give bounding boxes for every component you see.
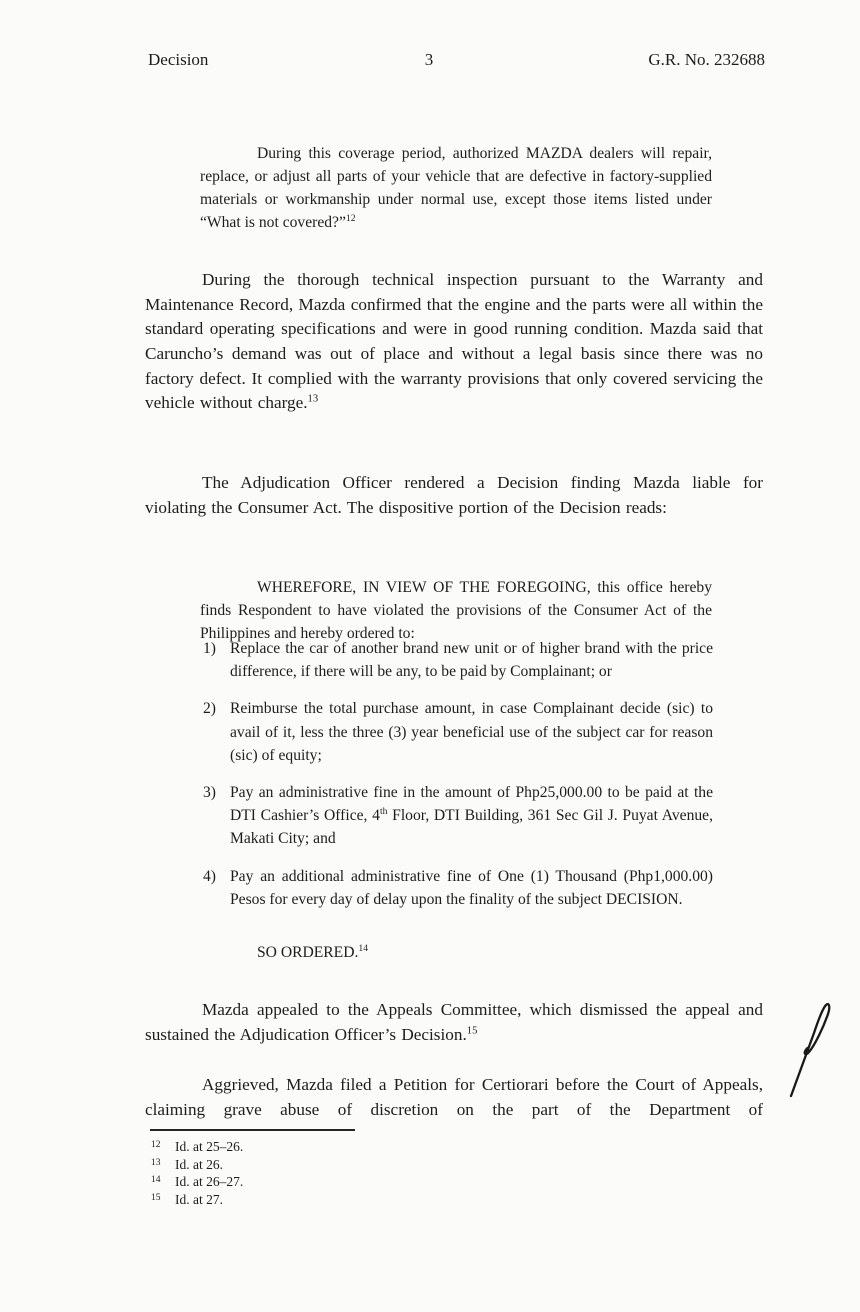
order-item-2 (203, 697, 713, 767)
footnote-12-ref: 12 (151, 1140, 161, 1150)
para-petition-certiorari (145, 1073, 763, 1122)
order-item-1-text: Replace the car of another brand new unit or of higher brand with the price difference, if there will be any, to be paid by Complainant; or (230, 640, 713, 681)
order-item-2-number: 2) (203, 700, 216, 718)
para-technical-inspection (145, 268, 763, 416)
order-item-3-text-after: Floor, DTI Building, 361 Sec Gil J. Puyat Avenue, Makati City; and (230, 807, 713, 848)
order-item-3-text-before: Pay an administrative fine in the amount of Php25,000.00 to be paid at the DTI Cashier’s Office, 4 (230, 784, 713, 825)
footnote-12 (151, 1138, 551, 1156)
quote-wherefore (200, 576, 712, 646)
quote-wherefore-text: WHEREFORE, IN VIEW OF THE FOREGOING, this office hereby finds Respondent to have violated the provisions of the Consumer Act of the Philippines and hereby ordered to: (200, 578, 712, 642)
footnote-ref-13: 13 (307, 393, 319, 405)
dispositive-order-list (203, 637, 713, 925)
footnote-15-ref: 15 (151, 1192, 161, 1203)
footnote-15-text: Id. at 27. (175, 1191, 223, 1207)
order-item-4 (203, 865, 713, 911)
footnote-13-ref: 13 (151, 1157, 161, 1168)
footnote-14-ref: 14 (151, 1175, 161, 1185)
ordinal-superscript-th: th (379, 806, 388, 818)
para-adjudication-officer-text: The Adjudication Officer rendered a Decision finding Mazda liable for violating the Consumer Act. The dispositive portion of the Decision reads: (145, 473, 763, 517)
order-item-2-text: Reimburse the total purchase amount, in case Complainant decide (sic) to avail of it, less the three (3) year beneficial use of the subject car for reason (sic) of equity; (230, 700, 713, 764)
footnote-separator-rule (150, 1129, 355, 1131)
page-header (148, 50, 765, 70)
footnote-12-text: Id. at 25–26. (175, 1139, 244, 1154)
para-adjudication-officer (145, 471, 763, 520)
footnote-ref-14: 14 (358, 942, 369, 954)
footnote-15 (151, 1191, 551, 1209)
order-item-1-number: 1) (203, 640, 216, 657)
header-page-number: 3 (424, 50, 434, 69)
order-item-3-number: 3) (203, 784, 216, 802)
order-item-4-number: 4) (203, 867, 216, 885)
footnote-14-text: Id. at 26–27. (175, 1174, 244, 1189)
footnote-14 (151, 1173, 551, 1191)
header-case-number: G.R. No. 232688 (648, 50, 765, 69)
para-appeals-committee (145, 998, 763, 1047)
para-petition-certiorari-text: Aggrieved, Mazda filed a Petition for Certiorari before the Court of Appeals, claiming grave abuse of discretion on the part of the Department of (145, 1075, 763, 1119)
footnotes-block (151, 1138, 551, 1208)
footnote-ref-12: 12 (345, 213, 356, 225)
footnote-13 (151, 1156, 551, 1174)
para-technical-inspection-text: During the thorough technical inspection pursuant to the Warranty and Maintenance Record, Mazda confirmed that the engine and the parts were all within the standard operating specifications and were in good running condition. Mazda said that Caruncho’s demand was out of place and without a legal basis since there was no factory defect. It complied with the warranty provisions that only covered servicing the vehicle without charge. (145, 270, 763, 413)
order-item-4-text: Pay an additional administrative fine of One (1) Thousand (Php1,000.00) Pesos for every day of delay upon the finality of the subject DECISION. (230, 867, 713, 908)
footnote-13-text: Id. at 26. (175, 1156, 223, 1172)
header-doc-type: Decision (148, 50, 209, 69)
para-appeals-committee-text: Mazda appealed to the Appeals Committee, which dismissed the appeal and sustained the Adjudication Officer’s Decision. (145, 1000, 763, 1044)
footnote-ref-15: 15 (466, 1025, 478, 1037)
so-ordered-line (257, 941, 368, 964)
quote-warranty-text: During this coverage period, authorized MAZDA dealers will repair, replace, or adjust all parts of your vehicle that are defective in factory-supplied materials or workmanship under normal use, except those items listed under “What is not covered?” (200, 144, 712, 232)
order-item-3-text (230, 781, 713, 851)
quote-warranty-coverage (200, 142, 712, 235)
order-item-1 (203, 637, 713, 683)
so-ordered-text: SO ORDERED. (257, 943, 359, 961)
handwritten-ink-mark (782, 995, 837, 1105)
order-item-3 (203, 781, 713, 851)
